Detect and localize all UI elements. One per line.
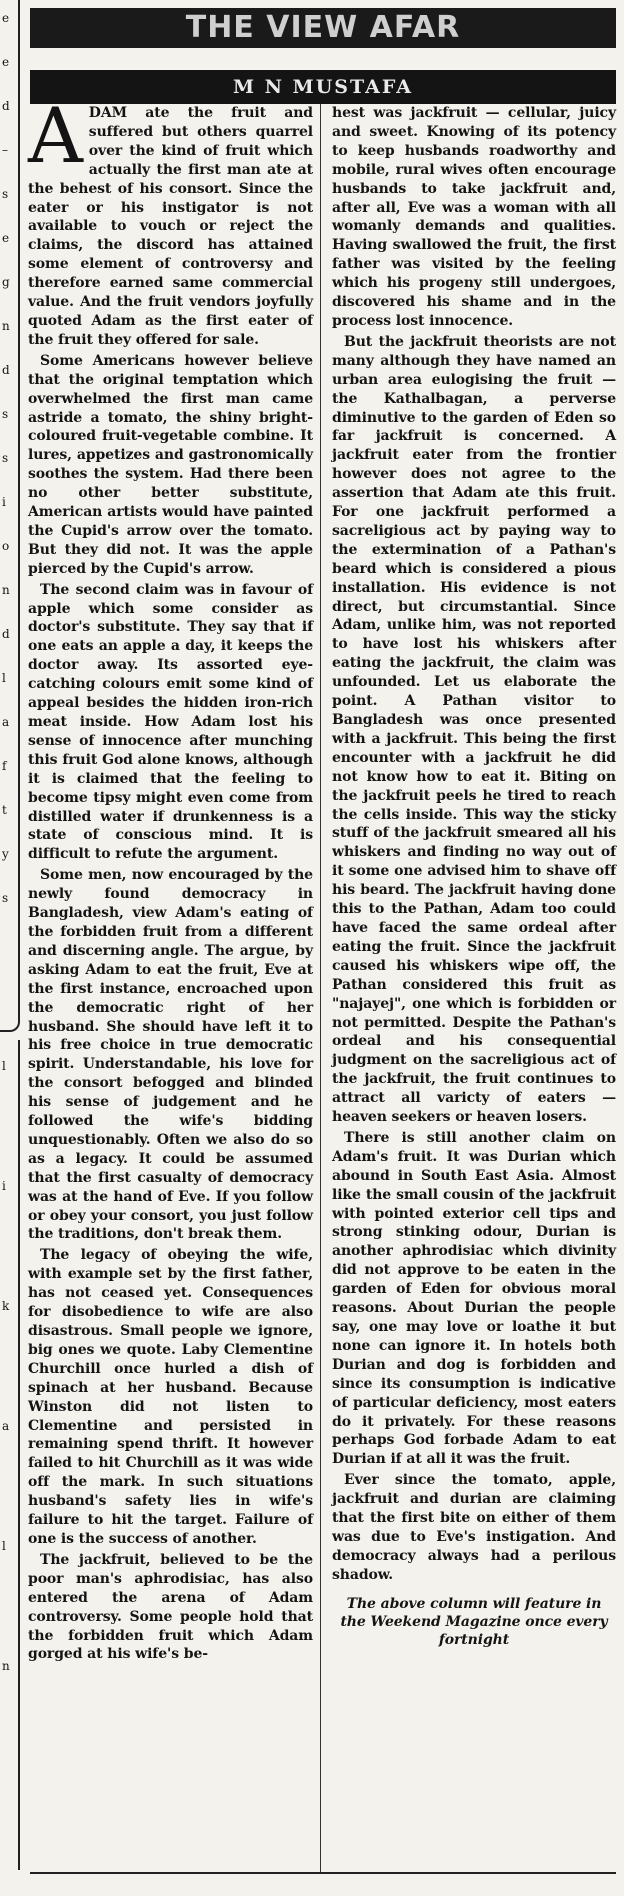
article-paragraph: hest was jackfruit — cellular, juicy and sweet. Knowing of its potency to keep husbands roadworthy and mobile, rural wives often encourage husbands to take jackfruit and, after all, Eve was a woman with all womanly demands and qualities. Having swallowed the fruit, the first father was visited by the feeling which his progeny still undergoes, discovered his shame and in the process lost innocence. [332, 105, 616, 329]
drop-cap: A [28, 91, 83, 180]
fragment-letter: d [2, 99, 10, 113]
column-divider [320, 104, 321, 1874]
fragment-letter: n [2, 1659, 10, 1673]
article-paragraph: Some Americans however believe that the original temptation which overwhelmed the first man came astride a tomato, the shiny bright-coloured fruit-vegetable combine. It lures, appetizes and gastronomically soothes the system. Had there been no other better substitute, American artists would have painted the Cupid's arrow over the tomato. But they did not. It was the apple pierced by the Cupid's arrow. [28, 352, 313, 577]
adjacent-column-fragment [0, 0, 20, 1032]
article-paragraph: ADAM ate the fruit and suffered but others quarrel over the kind of fruit which actually the first man ate at the behest of his consort. Since the eater or his instigator is not available to vouch or reject the claims, the discord has attained some element of controversy and therefore earned same commercial value. And the fruit vendors joyfully quoted Adam as the first eater of the fruit they offered for sale. [28, 91, 313, 348]
fragment-letter: e [2, 55, 10, 69]
fragment-letter: s [2, 407, 9, 421]
article-right-column [332, 104, 616, 1649]
fragment-letter: a [2, 715, 10, 729]
adjacent-column-fragment-bottom [0, 1040, 20, 1870]
article-paragraph: There is still another claim on Adam's fruit. It was Durian which abound in South East Asia. Almost like the small cousin of the jackfruit with pointed exterior cell tips and strong stinking odour, Durian is another aphrodisiac which divinity did not approve to be eaten in the garden of Eden for obvious moral reasons. About Durian the people say, one may love or loathe it but none can ignore it. In hotels both Durian and dog is forbidden and since its consumption is indicative of particular deficiency, most eaters do it privately. For these reasons perhaps God forbade Adam to eat Durian if at all it was the fruit. [332, 1129, 616, 1468]
fragment-letter: y [2, 847, 9, 861]
column-title: THE VIEW AFAR [30, 8, 616, 48]
fragment-letter: n [2, 583, 10, 597]
article-paragraph: But the jackfruit theorists are not many although they have named an urban area eulogising the fruit — the Kathalbagan, a perverse diminutive to the garden of Eden so far jackfruit is concerned. A jackfruit eater from the frontier however does not agree to the assertion that Adam ate this fruit. For one jackfruit performed a sacreligious act by paying way to the extermination of a Pathan's beard which is considered a pious installation. His evidence is not direct, but circumstantial. Since Adam, unlike him, was not reported to have lost his whiskers after eating the jackfruit, the claim was unfounded. Let us elaborate the point. A Pathan visitor to Bangladesh was once presented with a jackfruit. This being the first encounter with a jackfruit he did not know how to eat it. Biting on the jackfruit peels he tired to reach the cells inside. This way the sticky stuff of the jackfruit smeared all his whiskers and finding no way out of it some one advised him to shave off his beard. The jackfruit having done this to the Pathan, Adam too could have faced the same ordeal after eating the fruit. Since the jackfruit caused his whiskers wipe off, the Pathan considered this fruit as "najayej", one which is forbidden or not permitted. Despite the Pathan's ordeal and his consequential judgment on the sacreligious act of the jackfruit, the fruit continues to attract all varicty of eaters — heaven seekers or heaven losers. [332, 333, 616, 1126]
fragment-letter: s [2, 451, 9, 465]
article-paragraph: Ever since the tomato, apple, jackfruit and durian are claiming that the first bite on either of them was due to Eve's instigation. And democracy always had a perilous shadow. [332, 1472, 616, 1583]
fragment-letter: t [2, 803, 7, 817]
fragment-letter: l [2, 671, 6, 685]
column-footnote: The above column will feature in the Weekend Magazine once every fortnight [340, 1595, 608, 1648]
fragment-letter: a [2, 1419, 10, 1433]
fragment-letter: e [2, 231, 10, 245]
fragment-letter: f [2, 759, 7, 773]
fragment-letter: i [2, 495, 6, 509]
bottom-rule [30, 1872, 616, 1874]
fragment-letter: o [2, 539, 10, 553]
article-paragraph: Some men, now encouraged by the newly found democracy in Bangladesh, view Adam's eating of the forbidden fruit from a different and discerning angle. The argue, by asking Adam to eat the fruit, Eve at the first instance, encroached upon the democratic right of her husband. She should have left it to his free choice in true democratic spirit. Understandable, his love for the consort befogged and blinded his sense of judgement and he followed the wife's bidding unquestionably. Often we also do so as a legacy. It could be assumed that the first casualty of democracy was at the hand of Eve. If you follow or obey your consort, you just follow the traditions, don't break them. [28, 867, 313, 1243]
article-paragraph: The jackfruit, believed to be the poor man's aphrodisiac, has also entered the arena of Adam controversy. Some people hold that the forbidden fruit which Adam gorged at his wife's be- [28, 1551, 313, 1663]
fragment-letter: s [2, 891, 9, 905]
fragment-letter: n [2, 319, 10, 333]
fragment-letter: l [2, 1059, 6, 1073]
fragment-letter: g [2, 275, 10, 289]
article-left-column [28, 91, 313, 1664]
fragment-letter: k [2, 1299, 10, 1313]
fragment-letter: s [2, 187, 9, 201]
fragment-letter: d [2, 627, 10, 641]
article-paragraph: The legacy of obeying the wife, with example set by the first father, has not ceased yet. Consequences for disobedience to wife are also disastrous. Small people we ignore, big ones we quote. Laby Clementine Churchill once hurled a dish of spinach at her husband. Because Winston did not listen to Clementine and persisted in remaining spend thrift. It however failed to hit Churchill as it was wide off the mark. In such situations husband's safety lies in wife's failure to hit the target. Failure of one is the success of another. [28, 1247, 313, 1547]
fragment-letter: e [2, 11, 10, 25]
fragment-letter: i [2, 1179, 6, 1193]
fragment-letter: d [2, 363, 10, 377]
article-paragraph: The second claim was in favour of apple which some consider as doctor's substitute. They say that if one eats an apple a day, it keeps the doctor away. Its assorted eye-catching colours emit some kind of appeal besides the hidden iron-rich meat inside. How Adam lost his sense of innocence after munching this fruit God alone knows, although it is claimed that the feeling to become tipsy might even come from distilled water if drunkenness is a state of conscious mind. It is difficult to refute the argument. [28, 581, 313, 863]
author-byline: M N MUSTAFA [30, 70, 616, 104]
fragment-letter: l [2, 1539, 6, 1553]
fragment-letter: – [2, 143, 8, 157]
